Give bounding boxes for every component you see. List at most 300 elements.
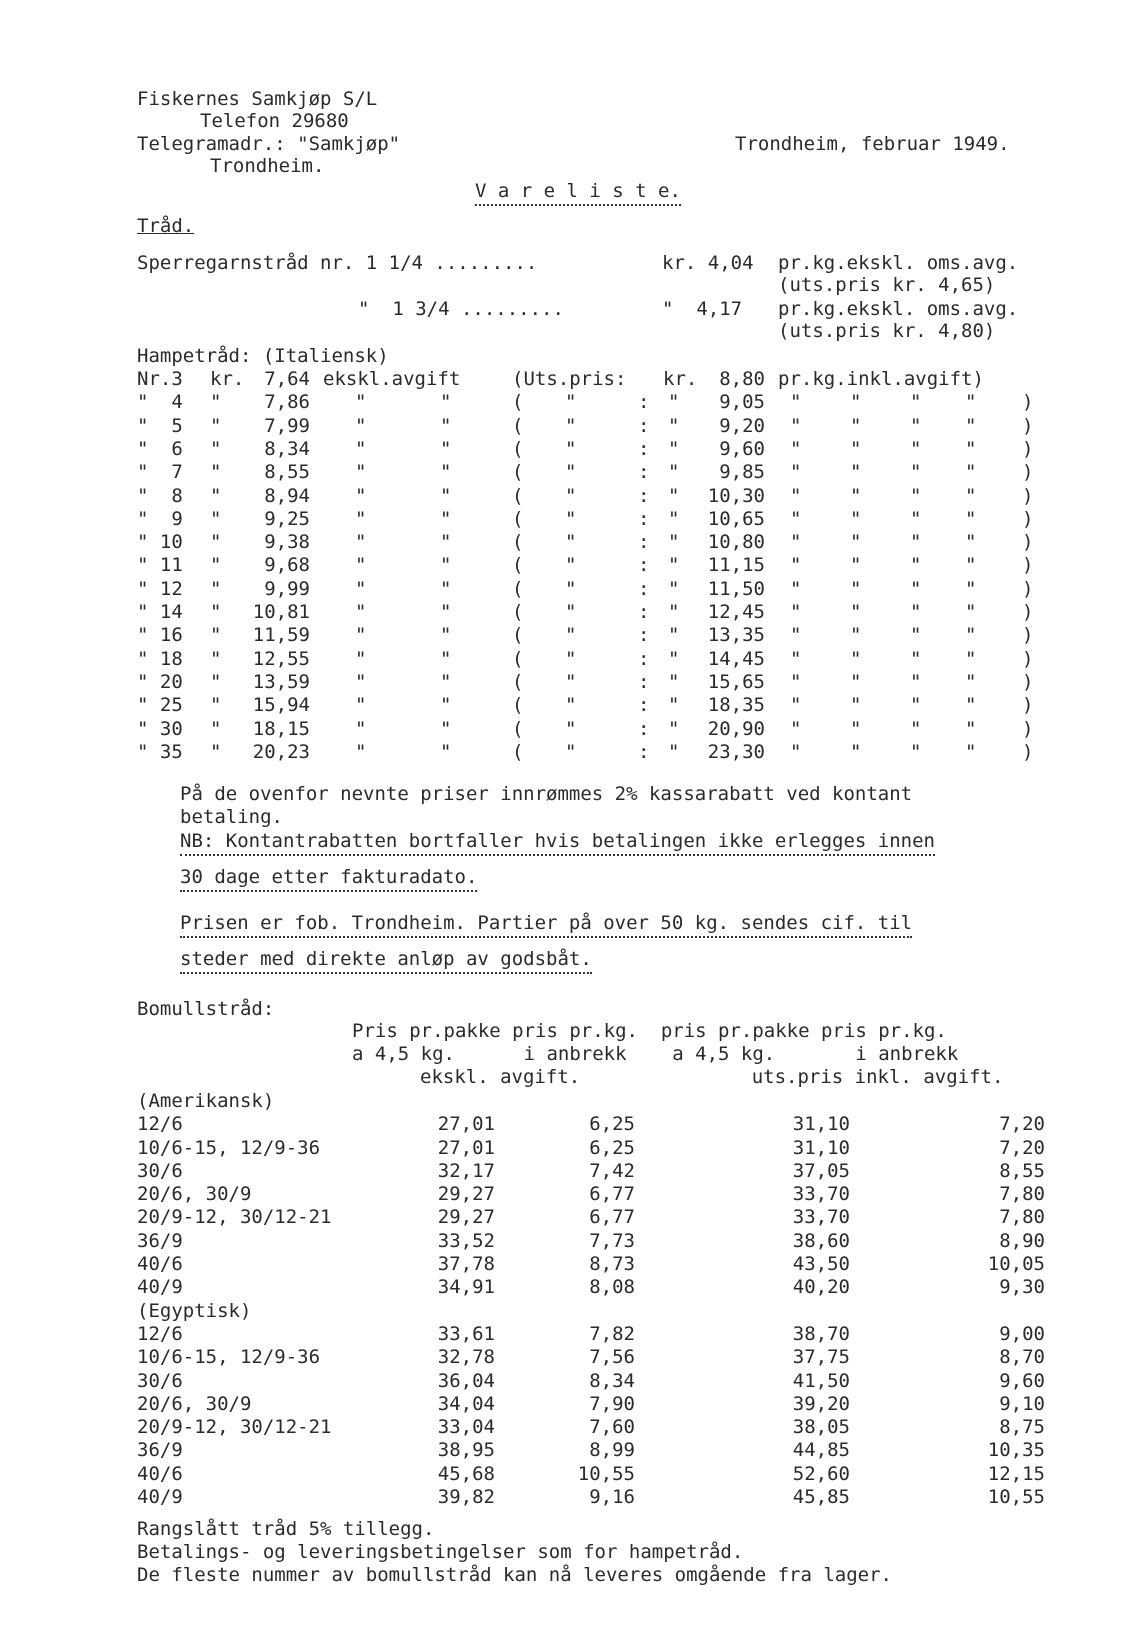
hampe-ditto: " — [910, 485, 922, 507]
sperre-price-2: " 4,17 — [662, 298, 743, 320]
hampe-kr: " — [210, 485, 222, 507]
hampe-paren: ) — [1022, 671, 1034, 693]
hampe-paren: ) — [1022, 718, 1034, 740]
hampe-ditto: " — [668, 624, 680, 646]
bomull-uts-kg: 9,30 — [999, 1276, 1045, 1298]
hampe-paren: ) — [1022, 648, 1034, 670]
hampe-ditto: " — [668, 391, 680, 413]
hampe-ditto: " — [668, 741, 680, 763]
hampe-colon: : — [638, 648, 650, 670]
hampe-ditto: " — [440, 741, 452, 763]
bomull-price-pakke: 36,04 — [437, 1370, 495, 1392]
hampe-nr: " 10 — [137, 531, 183, 553]
hampe-paren: ) — [1022, 601, 1034, 623]
sperre-uts-2: (uts.pris kr. 4,80) — [778, 320, 996, 342]
hampe-ditto: " — [850, 648, 862, 670]
hampe-nr: " 5 — [137, 415, 183, 437]
hampe-uts-kr: kr. — [663, 368, 698, 390]
bomull-price-kg: 6,25 — [589, 1137, 635, 1159]
sperre-label-1: Sperregarnstråd nr. 1 1/4 ......... — [137, 252, 538, 274]
hampe-ditto: " — [790, 438, 802, 460]
hampe-inkl: pr.kg.inkl.avgift) — [778, 368, 984, 390]
hampe-uts-price: 20,90 — [707, 718, 765, 740]
hampe-ditto: " — [355, 438, 367, 460]
hampe-ditto: " — [910, 438, 922, 460]
hampe-ditto: " — [668, 578, 680, 600]
hampe-ditto: " — [850, 508, 862, 530]
hampe-ditto: " — [965, 648, 977, 670]
hampe-ditto: " — [910, 531, 922, 553]
hampe-uts-price: 14,45 — [707, 648, 765, 670]
hampe-paren: ) — [1022, 391, 1034, 413]
hampe-price: 8,55 — [264, 461, 310, 483]
hampe-ditto: " — [355, 624, 367, 646]
hampe-ditto: " — [355, 578, 367, 600]
bomull-uts-kg: 10,35 — [987, 1439, 1045, 1461]
bomull-colhead-line2: a 4,5 kg. i anbrekk a 4,5 kg. i anbrekk — [352, 1043, 959, 1065]
bomull-price-kg: 6,77 — [589, 1183, 635, 1205]
bomull-uts-pakke: 37,05 — [792, 1160, 850, 1182]
hampe-kr: kr. — [210, 368, 245, 390]
hampe-ditto: " — [965, 554, 977, 576]
hampe-ditto: " — [440, 438, 452, 460]
hampe-ditto: " — [965, 718, 977, 740]
hampe-ditto: " — [910, 554, 922, 576]
hampe-ditto: " — [355, 554, 367, 576]
company-phone: Telefon 29680 — [200, 110, 349, 132]
bomull-nr: 36/9 — [137, 1230, 183, 1252]
bomull-price-kg: 7,82 — [589, 1323, 635, 1345]
hampe-ditto: " — [965, 601, 977, 623]
bomull-nr: 40/6 — [137, 1253, 183, 1275]
hampe-kr: " — [210, 741, 222, 763]
hampe-ditto: " — [790, 648, 802, 670]
hampe-colon: : — [638, 438, 650, 460]
hampe-price: 9,68 — [264, 554, 310, 576]
hampe-uts-price: 8,80 — [719, 368, 765, 390]
hampe-price: 15,94 — [252, 694, 310, 716]
hampe-kr: " — [210, 461, 222, 483]
hampe-ditto: " — [565, 671, 577, 693]
sperre-note-1: pr.kg.ekskl. oms.avg. — [778, 252, 1019, 274]
bomull-uts-kg: 10,55 — [987, 1486, 1045, 1508]
hampe-colon: : — [638, 624, 650, 646]
bomull-footnote-2: Betalings- og leveringsbetingelser som for hampetråd. — [137, 1541, 744, 1563]
hampe-price: 10,81 — [252, 601, 310, 623]
hampe-colon: : — [638, 531, 650, 553]
hampe-paren: ( — [512, 415, 524, 437]
hampe-kr: " — [210, 601, 222, 623]
sperre-price-1: kr. 4,04 — [662, 252, 754, 274]
hampe-colon: : — [638, 391, 650, 413]
hampe-paren: ( — [512, 578, 524, 600]
hampe-ditto: " — [355, 485, 367, 507]
hampe-kr: " — [210, 438, 222, 460]
bomull-price-kg: 7,60 — [589, 1416, 635, 1438]
hampe-ditto: " — [790, 741, 802, 763]
hampe-ditto: " — [440, 718, 452, 740]
hampe-ditto: " — [565, 601, 577, 623]
bomull-price-pakke: 45,68 — [437, 1463, 495, 1485]
sperre-note-2: pr.kg.ekskl. oms.avg. — [778, 298, 1019, 320]
bomull-uts-pakke: 31,10 — [792, 1113, 850, 1135]
hampe-ditto: " — [440, 648, 452, 670]
bomull-price-kg: 7,73 — [589, 1230, 635, 1252]
bomull-uts-pakke: 33,70 — [792, 1206, 850, 1228]
hampe-kr: " — [210, 415, 222, 437]
hampe-ditto: " — [790, 391, 802, 413]
hampe-ditto: " — [790, 485, 802, 507]
bomull-price-pakke: 33,04 — [437, 1416, 495, 1438]
hampe-ditto: " — [565, 415, 577, 437]
hampe-paren: ( — [512, 718, 524, 740]
hampe-ditto: " — [850, 485, 862, 507]
bomull-nr: 30/6 — [137, 1370, 183, 1392]
hampe-ditto: " — [910, 461, 922, 483]
hampe-ditto: " — [355, 391, 367, 413]
hampe-nr: " 18 — [137, 648, 183, 670]
hampe-ditto: " — [790, 508, 802, 530]
bomull-uts-pakke: 52,60 — [792, 1463, 850, 1485]
hampe-ditto: " — [565, 648, 577, 670]
hampe-ditto: " — [850, 461, 862, 483]
bomull-price-pakke: 32,17 — [437, 1160, 495, 1182]
hampe-nr: " 14 — [137, 601, 183, 623]
sperre-label-2: " 1 3/4 ......... — [358, 298, 564, 320]
hampe-nr: " 35 — [137, 741, 183, 763]
hampe-nr: " 16 — [137, 624, 183, 646]
bomull-uts-pakke: 33,70 — [792, 1183, 850, 1205]
hampe-price: 8,94 — [264, 485, 310, 507]
hampe-colon: : — [638, 601, 650, 623]
hampe-kr: " — [210, 554, 222, 576]
hampe-ditto: " — [565, 531, 577, 553]
hampe-ditto: " — [440, 415, 452, 437]
bomull-uts-pakke: 39,20 — [792, 1393, 850, 1415]
hampe-ditto: " — [910, 415, 922, 437]
bomull-price-pakke: 33,52 — [437, 1230, 495, 1252]
hampe-ditto: " — [965, 578, 977, 600]
bomull-uts-kg: 9,60 — [999, 1370, 1045, 1392]
hampe-ditto: " — [440, 508, 452, 530]
bomull-group-name: (Amerikansk) — [137, 1090, 275, 1112]
hampe-nr: " 25 — [137, 694, 183, 716]
hampe-kr: " — [210, 391, 222, 413]
bomull-uts-kg: 7,80 — [999, 1206, 1045, 1228]
hampe-paren: ( — [512, 741, 524, 763]
hampe-ditto: " — [850, 741, 862, 763]
hampe-ditto: " — [355, 741, 367, 763]
bomull-footnote-3: De fleste nummer av bomullstråd kan nå leveres omgående fra lager. — [137, 1564, 892, 1586]
hampe-uts-price: 13,35 — [707, 624, 765, 646]
bomull-nr: 10/6-15, 12/9-36 — [137, 1346, 321, 1368]
hampe-paren: ( — [512, 554, 524, 576]
hampe-paren: ) — [1022, 578, 1034, 600]
hampe-ditto: " — [850, 718, 862, 740]
bomull-nr: 10/6-15, 12/9-36 — [137, 1137, 321, 1159]
bomull-price-pakke: 29,27 — [437, 1183, 495, 1205]
hampe-paren: ) — [1022, 694, 1034, 716]
bomull-price-kg: 7,42 — [589, 1160, 635, 1182]
hampe-ditto: " — [565, 461, 577, 483]
note-rabatt-line1: På de ovenfor nevnte priser innrømmes 2% kassarabatt ved kontant — [180, 783, 913, 805]
bomull-uts-pakke: 45,85 — [792, 1486, 850, 1508]
hampe-ditto: " — [965, 694, 977, 716]
hampe-colon: : — [638, 718, 650, 740]
hampe-ditto: " — [965, 485, 977, 507]
bomull-price-pakke: 34,91 — [437, 1276, 495, 1298]
note-fob-line2: steder med direkte anløp av godsbåt. — [180, 948, 592, 974]
hampe-price: 11,59 — [252, 624, 310, 646]
hampe-ditto: " — [565, 741, 577, 763]
bomull-nr: 20/9-12, 30/12-21 — [137, 1206, 332, 1228]
hampe-ditto: " — [565, 508, 577, 530]
bomull-uts-pakke: 38,05 — [792, 1416, 850, 1438]
hampe-ditto: " — [565, 578, 577, 600]
hampe-paren: ( — [512, 624, 524, 646]
hampe-ditto: " — [668, 415, 680, 437]
hampe-ditto: " — [910, 648, 922, 670]
hampe-price: 20,23 — [252, 741, 310, 763]
bomull-nr: 20/9-12, 30/12-21 — [137, 1416, 332, 1438]
hampe-colon: : — [638, 461, 650, 483]
hampe-ditto: " — [565, 624, 577, 646]
hampe-kr: " — [210, 648, 222, 670]
hampe-ditto: " — [565, 391, 577, 413]
hampe-ditto: " — [355, 601, 367, 623]
hampe-paren: ( — [512, 485, 524, 507]
hampe-ditto: " — [790, 415, 802, 437]
bomull-nr: 12/6 — [137, 1113, 183, 1135]
bomull-uts-kg: 7,20 — [999, 1137, 1045, 1159]
hampe-price: 7,64 — [264, 368, 310, 390]
bomull-price-kg: 8,73 — [589, 1253, 635, 1275]
hampe-ditto: " — [440, 391, 452, 413]
bomull-price-kg: 8,34 — [589, 1370, 635, 1392]
hampe-colon: : — [638, 578, 650, 600]
hampe-ditto: " — [790, 578, 802, 600]
bomull-nr: 40/6 — [137, 1463, 183, 1485]
hampe-ditto: " — [910, 694, 922, 716]
hampe-uts-label: (Uts.pris: — [512, 368, 627, 390]
hampe-ditto: " — [965, 438, 977, 460]
hampe-uts-price: 18,35 — [707, 694, 765, 716]
bomull-price-pakke: 29,27 — [437, 1206, 495, 1228]
bomull-price-pakke: 27,01 — [437, 1137, 495, 1159]
note-fob-line1: Prisen er fob. Trondheim. Partier på over 50 kg. sendes cif. til — [180, 912, 912, 938]
hampe-ditto: " — [790, 601, 802, 623]
hampe-heading: Hampetråd: (Italiensk) — [137, 345, 389, 367]
hampe-nr: " 7 — [137, 461, 183, 483]
hampe-nr: " 11 — [137, 554, 183, 576]
hampe-paren: ) — [1022, 438, 1034, 460]
hampe-ditto: " — [850, 578, 862, 600]
hampe-ditto: " — [965, 741, 977, 763]
bomull-price-pakke: 38,95 — [437, 1439, 495, 1461]
hampe-nr: Nr.3 — [137, 368, 183, 390]
hampe-price: 9,38 — [264, 531, 310, 553]
hampe-ditto: " — [565, 485, 577, 507]
hampe-ditto: " — [668, 485, 680, 507]
hampe-ditto: " — [965, 671, 977, 693]
hampe-ditto: " — [440, 485, 452, 507]
hampe-kr: " — [210, 671, 222, 693]
bomull-price-kg: 8,99 — [589, 1439, 635, 1461]
hampe-ekskl: ekskl.avgift — [323, 368, 461, 390]
hampe-uts-price: 12,45 — [707, 601, 765, 623]
hampe-nr: " 4 — [137, 391, 183, 413]
hampe-ditto: " — [440, 624, 452, 646]
hampe-ditto: " — [668, 554, 680, 576]
hampe-kr: " — [210, 718, 222, 740]
bomull-price-pakke: 37,78 — [437, 1253, 495, 1275]
hampe-ditto: " — [440, 578, 452, 600]
bomull-heading: Bomullstråd: — [137, 998, 275, 1020]
hampe-kr: " — [210, 508, 222, 530]
bomull-colhead-line3: ekskl. avgift. uts.pris inkl. avgift. — [420, 1066, 1004, 1088]
hampe-paren: ) — [1022, 531, 1034, 553]
hampe-price: 12,55 — [252, 648, 310, 670]
hampe-ditto: " — [965, 531, 977, 553]
bomull-uts-pakke: 40,20 — [792, 1276, 850, 1298]
hampe-ditto: " — [668, 508, 680, 530]
hampe-ditto: " — [850, 671, 862, 693]
hampe-paren: ( — [512, 461, 524, 483]
hampe-ditto: " — [668, 461, 680, 483]
hampe-ditto: " — [910, 718, 922, 740]
hampe-kr: " — [210, 694, 222, 716]
bomull-price-kg: 10,55 — [577, 1463, 635, 1485]
hampe-colon: : — [638, 485, 650, 507]
bomull-nr: 30/6 — [137, 1160, 183, 1182]
bomull-colhead-line1: Pris pr.pakke pris pr.kg. pris pr.pakke pris pr.kg. — [352, 1020, 947, 1042]
hampe-uts-price: 9,05 — [719, 391, 765, 413]
bomull-price-kg: 9,16 — [589, 1486, 635, 1508]
bomull-uts-kg: 9,10 — [999, 1393, 1045, 1415]
bomull-nr: 20/6, 30/9 — [137, 1393, 252, 1415]
hampe-ditto: " — [850, 531, 862, 553]
bomull-uts-pakke: 37,75 — [792, 1346, 850, 1368]
bomull-uts-pakke: 31,10 — [792, 1137, 850, 1159]
bomull-price-kg: 7,56 — [589, 1346, 635, 1368]
hampe-uts-price: 23,30 — [707, 741, 765, 763]
hampe-ditto: " — [850, 624, 862, 646]
hampe-paren: ) — [1022, 624, 1034, 646]
hampe-paren: ) — [1022, 415, 1034, 437]
hampe-ditto: " — [440, 671, 452, 693]
bomull-uts-kg: 9,00 — [999, 1323, 1045, 1345]
hampe-ditto: " — [565, 718, 577, 740]
hampe-uts-price: 15,65 — [707, 671, 765, 693]
hampe-colon: : — [638, 415, 650, 437]
hampe-uts-price: 9,20 — [719, 415, 765, 437]
hampe-ditto: " — [668, 694, 680, 716]
hampe-ditto: " — [355, 671, 367, 693]
bomull-uts-kg: 7,80 — [999, 1183, 1045, 1205]
hampe-price: 8,34 — [264, 438, 310, 460]
hampe-ditto: " — [355, 648, 367, 670]
hampe-ditto: " — [355, 531, 367, 553]
hampe-ditto: " — [668, 718, 680, 740]
hampe-colon: : — [638, 554, 650, 576]
hampe-ditto: " — [965, 391, 977, 413]
dateline: Trondheim, februar 1949. — [735, 133, 1010, 155]
bomull-price-pakke: 33,61 — [437, 1323, 495, 1345]
hampe-colon: : — [638, 671, 650, 693]
hampe-ditto: " — [440, 554, 452, 576]
bomull-price-pakke: 32,78 — [437, 1346, 495, 1368]
hampe-ditto: " — [565, 694, 577, 716]
bomull-group-name: (Egyptisk) — [137, 1300, 252, 1322]
hampe-ditto: " — [965, 508, 977, 530]
hampe-nr: " 12 — [137, 578, 183, 600]
hampe-ditto: " — [850, 438, 862, 460]
hampe-ditto: " — [355, 694, 367, 716]
note-nb-line1: NB: Kontantrabatten bortfaller hvis betalingen ikke erlegges innen — [180, 830, 935, 856]
hampe-uts-price: 10,80 — [707, 531, 765, 553]
hampe-ditto: " — [668, 438, 680, 460]
bomull-price-kg: 7,90 — [589, 1393, 635, 1415]
bomull-uts-pakke: 44,85 — [792, 1439, 850, 1461]
bomull-price-kg: 6,77 — [589, 1206, 635, 1228]
bomull-uts-kg: 7,20 — [999, 1113, 1045, 1135]
bomull-uts-kg: 8,70 — [999, 1346, 1045, 1368]
bomull-uts-pakke: 38,70 — [792, 1323, 850, 1345]
hampe-uts-price: 11,15 — [707, 554, 765, 576]
bomull-uts-pakke: 43,50 — [792, 1253, 850, 1275]
hampe-ditto: " — [790, 624, 802, 646]
bomull-price-kg: 6,25 — [589, 1113, 635, 1135]
hampe-nr: " 20 — [137, 671, 183, 693]
hampe-uts-price: 9,85 — [719, 461, 765, 483]
hampe-ditto: " — [355, 461, 367, 483]
hampe-ditto: " — [790, 718, 802, 740]
hampe-ditto: " — [668, 648, 680, 670]
hampe-ditto: " — [790, 671, 802, 693]
hampe-price: 7,99 — [264, 415, 310, 437]
hampe-uts-price: 10,30 — [707, 485, 765, 507]
hampe-ditto: " — [965, 461, 977, 483]
hampe-price: 7,86 — [264, 391, 310, 413]
hampe-ditto: " — [910, 508, 922, 530]
hampe-ditto: " — [355, 415, 367, 437]
hampe-ditto: " — [668, 531, 680, 553]
hampe-paren: ) — [1022, 554, 1034, 576]
hampe-ditto: " — [790, 461, 802, 483]
bomull-price-pakke: 34,04 — [437, 1393, 495, 1415]
bomull-nr: 20/6, 30/9 — [137, 1183, 252, 1205]
bomull-nr: 40/9 — [137, 1276, 183, 1298]
hampe-paren: ) — [1022, 508, 1034, 530]
hampe-colon: : — [638, 508, 650, 530]
note-nb-line2: 30 dage etter fakturadato. — [180, 866, 477, 892]
bomull-uts-kg: 8,55 — [999, 1160, 1045, 1182]
hampe-paren: ) — [1022, 485, 1034, 507]
hampe-ditto: " — [668, 601, 680, 623]
hampe-paren: ( — [512, 694, 524, 716]
hampe-paren: ( — [512, 601, 524, 623]
hampe-ditto: " — [850, 694, 862, 716]
bomull-nr: 12/6 — [137, 1323, 183, 1345]
hampe-ditto: " — [910, 624, 922, 646]
bomull-uts-kg: 10,05 — [987, 1253, 1045, 1275]
hampe-ditto: " — [910, 601, 922, 623]
hampe-ditto: " — [910, 578, 922, 600]
hampe-paren: ( — [512, 531, 524, 553]
bomull-nr: 36/9 — [137, 1439, 183, 1461]
hampe-nr: " 8 — [137, 485, 183, 507]
hampe-ditto: " — [355, 718, 367, 740]
